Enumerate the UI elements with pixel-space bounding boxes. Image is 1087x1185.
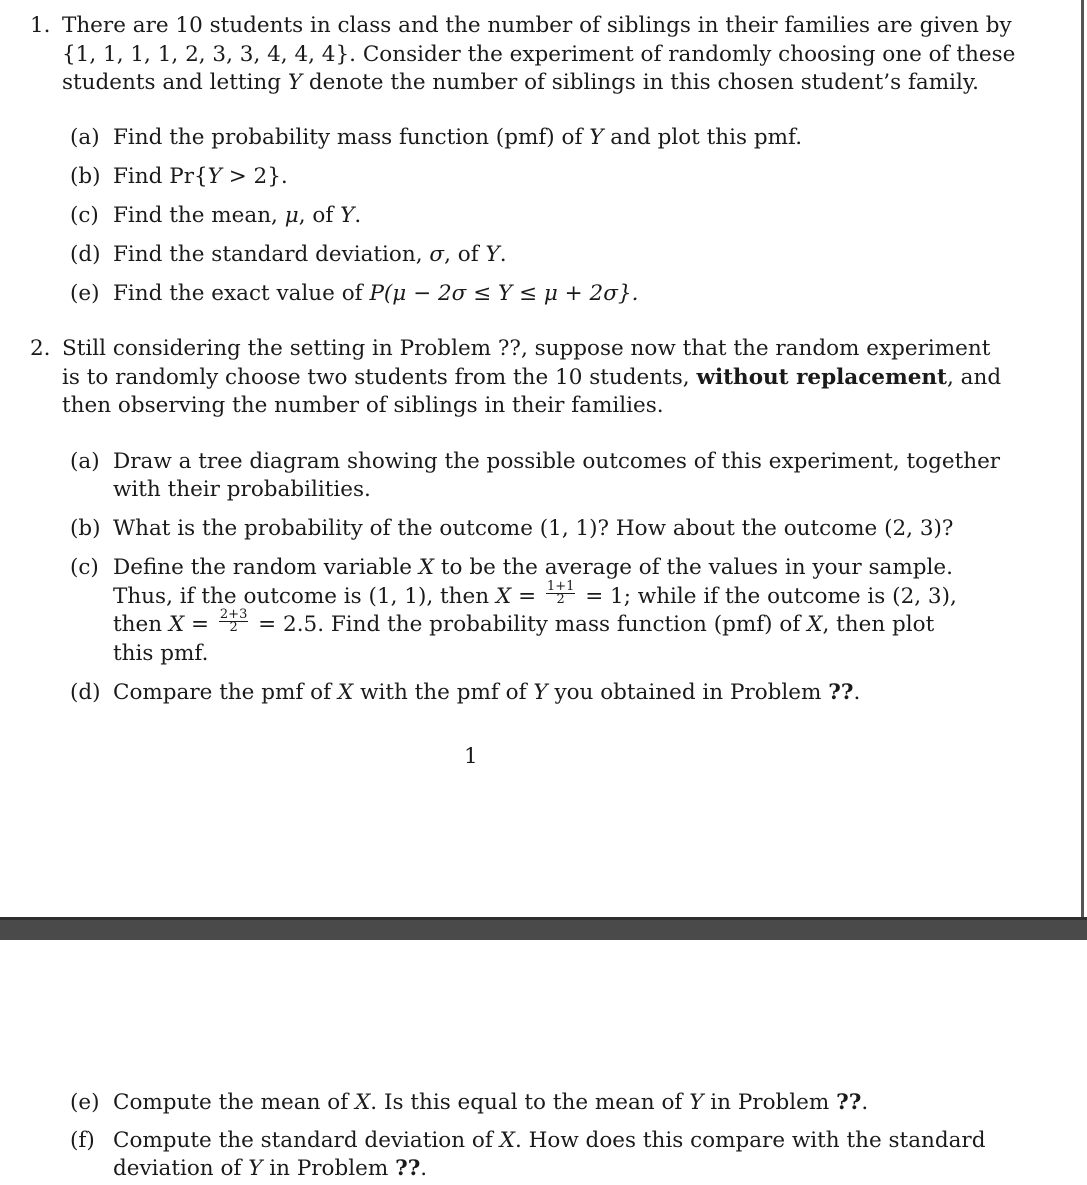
fraction-one-plus-one-over-two: $\frac{1+1}{2}$ [546,578,575,607]
problem-1-intro-line-3: students and letting Y denote the number of siblings in this chosen student’s family. [62,70,979,95]
problem-2-part-e-text: Compute the mean of X. Is this equal to the mean of Y in Problem ??. [113,1090,869,1115]
problem-1-part-c-label: (c) [70,203,99,228]
problem-2-part-d-text: Compare the pmf of X with the pmf of Y you obtained in Problem ??. [113,680,861,705]
problem-1-part-e-text: Find the exact value of P(μ − 2σ ≤ Y ≤ μ + 2σ}. [113,281,639,306]
problem-1-part-a-text: Find the probability mass function (pmf) of Y and plot this pmf. [113,125,803,150]
problem-2-part-a-label: (a) [70,449,100,474]
problem-1-part-b-label: (b) [70,164,101,189]
problem-1-intro-line-2: {1, 1, 1, 1, 2, 3, 3, 4, 4, 4}. Consider the experiment of randomly choosing one of these [62,42,1016,67]
problem-1-part-a-label: (a) [70,125,100,150]
problem-2-part-c-label: (c) [70,555,99,580]
problem-2-intro-line-3: then observing the number of siblings in their families. [62,393,664,418]
problem-2-part-f-label: (f) [70,1128,95,1153]
problem-2-part-c-line-1: Define the random variable X to be the average of the values in your sample. [113,555,953,580]
problem-2-part-b-text: What is the probability of the outcome (1, 1)? How about the outcome (2, 3)? [113,516,954,541]
fraction-two-plus-three-over-two: $\frac{2+3}{2}$ [219,606,248,635]
problem-1-part-b-text: Find Pr{Y > 2}. [113,164,288,189]
problem-1-part-d-text: Find the standard deviation, σ, of Y. [113,242,507,267]
problem-2-part-f-line-2: deviation of Y in Problem ??. [113,1156,428,1181]
problem-2-part-b-label: (b) [70,516,101,541]
problem-2-part-a-line-1: Draw a tree diagram showing the possible outcomes of this experiment, together [113,449,1001,474]
problem-1-part-d-label: (d) [70,242,101,267]
problem-2-part-e-label: (e) [70,1090,100,1115]
problem-2-intro-line-1: Still considering the setting in Problem ??, suppose now that the random experiment [62,336,991,361]
problem-2-part-c-line-3: then X = $\frac{2+3}{2}$ = 2.5. Find the probability mass function (pmf) of X, then plot [113,606,935,637]
problem-2-part-f-line-1: Compute the standard deviation of X. How does this compare with the standard [113,1128,986,1153]
problem-2-intro-line-2: is to randomly choose two students from the 10 students, without replacement, and [62,365,1002,390]
problem-1-number: 1. [30,13,51,38]
problem-2-number: 2. [30,336,51,361]
page-separator [0,917,1087,940]
problem-2-part-d-label: (d) [70,680,101,705]
problem-1-part-c-text: Find the mean, μ, of Y. [113,203,362,228]
problem-1-intro-line-1: There are 10 students in class and the number of siblings in their families are given by [62,13,1012,38]
problem-1-part-e-label: (e) [70,281,100,306]
problem-2-part-c-line-4: this pmf. [113,641,209,666]
problem-2-part-a-line-2: with their probabilities. [113,477,371,502]
problem-2-part-c-line-2: Thus, if the outcome is (1, 1), then X = $\frac{1+1}{2}$ = 1; while if the outcome is (2, 3), [113,578,957,609]
document-page-2 [0,940,1081,1185]
page-number: 1 [464,744,478,769]
